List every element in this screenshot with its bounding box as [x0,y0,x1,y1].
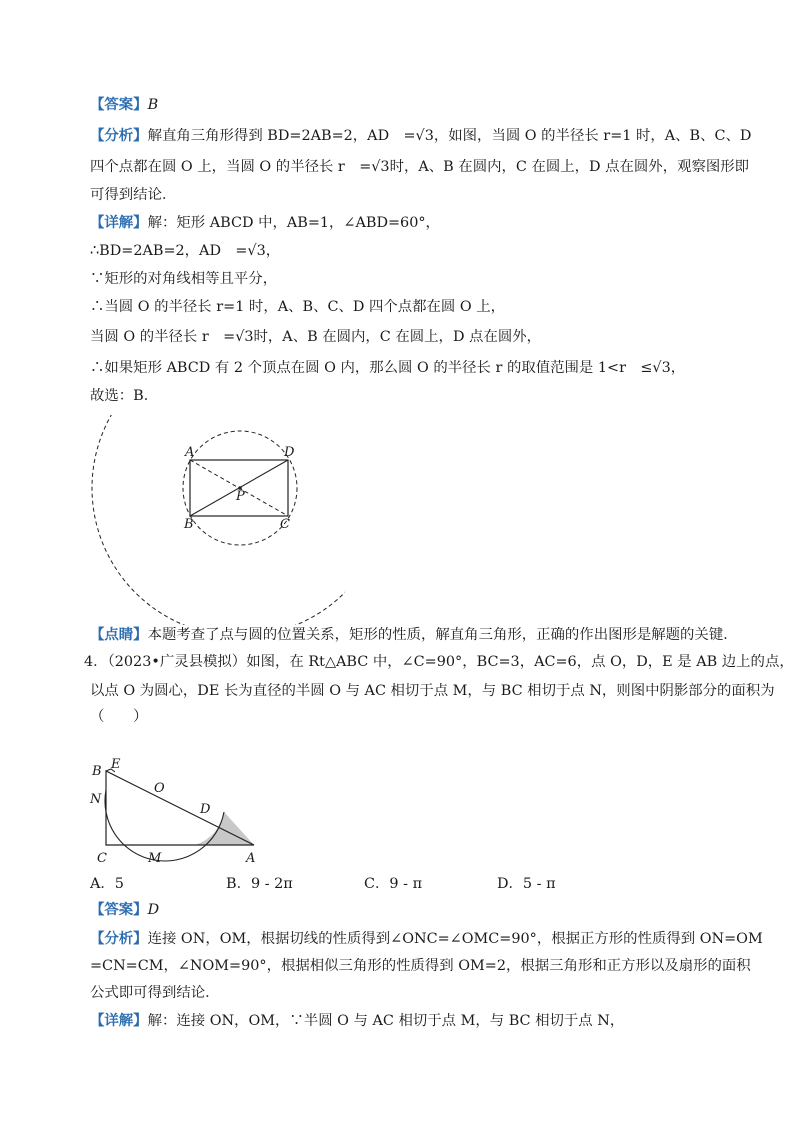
label-b: B [184,517,194,532]
analysis-tag: 【分析】 [90,931,148,947]
q4-triangle-figure [85,752,265,867]
detail-tag: 【详解】 [90,215,148,231]
q4-analysis-line-2: =CN=CM，∠NOM=90°，根据相似三角形的性质得到 OM=2，根据三角形和正方形以及扇形的面积 [90,958,751,974]
triangle-abc [106,771,254,845]
q3-analysis-line-2: 四个点都在圆 O 上，当圆 O 的半径长 r =√3时，A、B 在圆内，C 在圆上，D 点在圆外，观察图形即 [90,159,750,175]
q4-stem-line-3: （ ） [90,709,148,725]
label-d: D [200,802,211,817]
q4-answer-line [90,900,159,920]
q4-analysis-text-1: 连接 ON，OM，根据切线的性质得到∠ONC=∠OMC=90°，根据正方形的性质得到 ON=OM [147,931,763,947]
q3-comment-line [90,625,738,645]
option-c[interactable]: C．9 - π [364,876,423,892]
q3-detail-line-2: ∴BD=2AB=2，AD =√3， [90,243,281,259]
label-c: C [97,851,107,866]
large-dashed-circle [92,415,345,625]
label-p: P [236,489,245,504]
q3-detail-line-1 [90,213,440,233]
label-b: B [92,764,102,779]
q3-answer-value: B [147,97,159,113]
answer-tag: 【答案】 [90,902,148,918]
q3-analysis-line-3: 可得到结论． [90,187,177,203]
q3-detail-text-1: 解：矩形 ABCD 中，AB=1，∠ABD=60°， [147,215,440,231]
q4-stem-line-2: 以点 O 为圆心，DE 长为直径的半圆 O 与 AC 相切于点 M，与 BC 相切于点 N，则图中阴影部分的面积为 [90,683,775,699]
comment-tag: 【点睛】 [90,627,148,643]
q4-detail-text-1: 解：连接 ON，OM，∵半圆 O 与 AC 相切于点 M，与 BC 相切于点 N， [147,1013,625,1029]
q4-answer-value: D [147,902,160,918]
q3-circle-figure [85,415,345,625]
q3-detail-line-5: 当圆 O 的半径长 r =√3时，A、B 在圆内，C 在圆上，D 点在圆外， [90,329,542,345]
q4-detail-line-1 [90,1011,624,1031]
answer-tag: 【答案】 [90,97,148,113]
q3-analysis-line-1 [90,126,751,146]
q4-stem-line-1: 4．（2023•广灵县模拟）如图，在 Rt△ABC 中，∠C=90°，BC=3，AC=6，点 O，D，E 是 AB 边上的点， [84,654,794,670]
q3-detail-line-6: ∴如果矩形 ABCD 有 2 个顶点在圆 O 内，那么圆 O 的半径长 r 的取值范围是 1<r ≤√3， [90,360,686,376]
option-d[interactable]: D．5 - π [497,876,556,892]
q3-analysis-text-1: 解直角三角形得到 BD=2AB=2，AD =√3，如图，当圆 O 的半径长 r=1 时，A、B、C、D [147,128,752,144]
option-a[interactable]: A．5 [90,876,124,892]
label-o: O [154,781,165,796]
q3-detail-line-7: 故选：B． [90,388,159,404]
option-b[interactable]: B．9 - 2π [226,876,293,892]
q4-analysis-line-3: 公式即可得到结论． [90,985,220,1001]
q3-detail-line-4: ∴当圆 O 的半径长 r=1 时，A、B、C、D 四个点都在圆 O 上， [90,299,506,315]
q3-detail-line-3: ∵矩形的对角线相等且平分， [90,271,278,287]
label-e: E [111,757,121,772]
label-m: M [148,851,162,866]
label-c: C [280,517,290,532]
q4-analysis-line-1 [90,929,763,949]
detail-tag: 【详解】 [90,1013,148,1029]
label-n: N [90,792,102,807]
analysis-tag: 【分析】 [90,128,148,144]
label-a: A [246,851,256,866]
label-d: D [284,445,295,460]
label-a: A [185,445,195,460]
q3-answer-line [90,95,158,115]
q3-comment-text: 本题考查了点与圆的位置关系，矩形的性质，解直角三角形，正确的作出图形是解题的关键． [147,627,738,643]
